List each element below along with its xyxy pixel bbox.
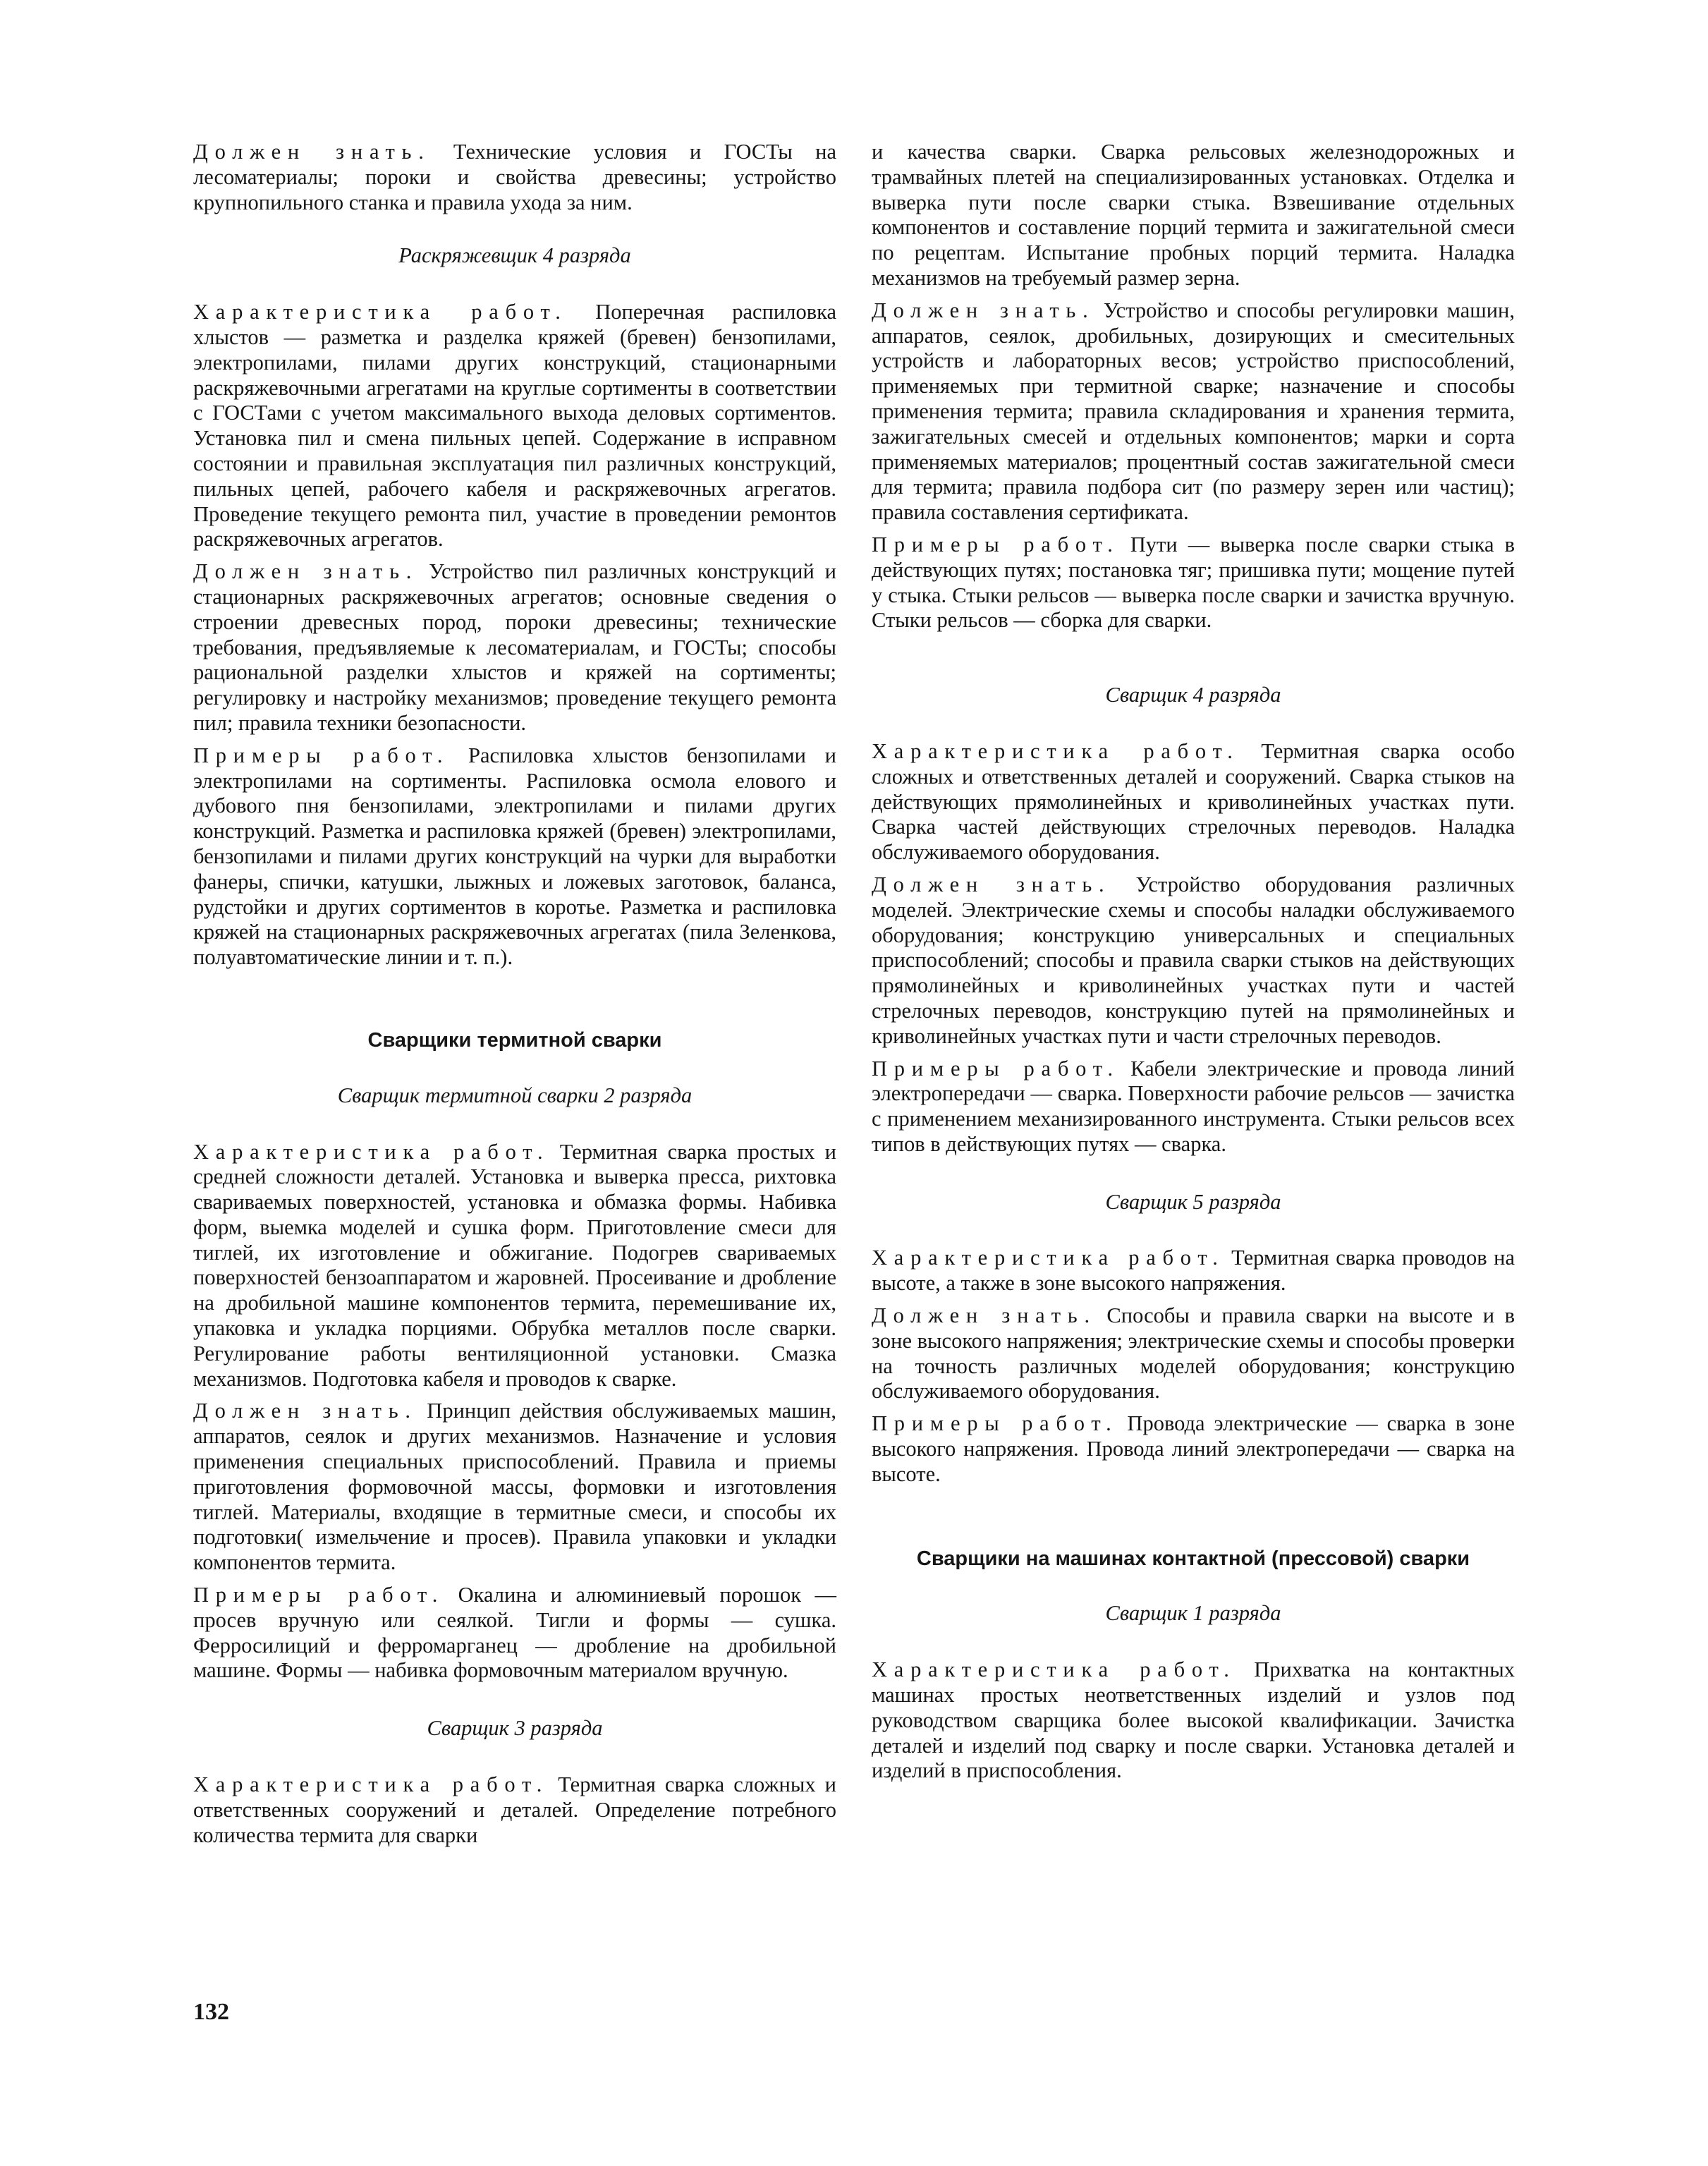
rank-subheading: Сварщик 3 разряда	[427, 1716, 603, 1741]
rank-subheading: Сварщик 4 разряда	[1105, 683, 1281, 707]
paragraph-lead: Примеры работ.	[872, 1411, 1118, 1436]
paragraph-lead: Характеристика работ.	[872, 1657, 1236, 1682]
paragraph-lead: Примеры работ.	[193, 1583, 445, 1607]
paragraph-text: Термитная сварка проводов на высоте, а также в зоне высокого напряжения.	[872, 1246, 1515, 1296]
paragraph-text: Термитная сварка простых и средней сложности деталей. Установка и выверка пресса, рихтовка свариваемых поверхностей, установка и обмазка формы. Набивка форм, выемка моделей и сушка форм. Приготовление смеси для тиглей, их изготовление и обжигание. Подогрев свариваемых поверхностей бензоаппаратом и жаровней. Просеивание и дробление на дробильной машине компонентов термита, перемешивание их, упаковка и укладка порциями. Обрубка металлов после сварки. Регулирование работы вентиляционной установки. Смазка механизмов. Подготовка кабеля и проводов к сварке.	[193, 1139, 836, 1391]
paragraph-text: Устройство оборудования различных моделей. Электрические схемы и способы наладки обслуживаемого оборудования; конструкцию универсальных и специальных приспособлений; способы и правила сварки стыков на действующих прямолинейных и криволинейных участках пути и частей стрелочных переводов, конструкцию путей на прямолинейных и криволинейных участках пути и части стрелочных переводов.	[872, 872, 1515, 1048]
paragraph-lead: Примеры работ.	[193, 743, 450, 767]
paragraph	[872, 872, 1515, 1049]
paragraph	[872, 1057, 1515, 1157]
right-column	[872, 140, 1515, 1784]
paragraph-text: Кабели электрические и провода линий электропередачи — сварка. Поверхности рабочие рельсов — зачистка с применением механизированного инструмента. Стыки рельсов всех типов в действующих путях — сварка.	[872, 1056, 1515, 1156]
paragraph-lead: Характеристика работ.	[872, 1246, 1225, 1270]
paragraph-lead: Должен знать.	[193, 1399, 417, 1423]
paragraph	[193, 300, 836, 552]
paragraph	[872, 1411, 1515, 1487]
paragraph-lead: Характеристика работ.	[193, 1772, 549, 1797]
rank-subheading: Сварщик 5 разряда	[1105, 1189, 1281, 1214]
paragraph-text: Поперечная распиловка хлыстов — разметка и разделка кряжей (бревен) бензопилами, электропилами, пилами других конструкций, стационарными раскряжевочными агрегатами на круглые сортименты в соответствии с ГОСТами с учетом максимального выхода деловых сортиментов. Установка пил и смена пильных цепей. Содержание в исправном состоянии и правильная эксплуатация пил различных конструкций, пильных цепей, рабочего кабеля и раскряжевочных агрегатов. Проведение текущего ремонта пил, участие в проведении ремонтов раскряжевочных агрегатов.	[193, 300, 836, 552]
paragraph	[193, 1583, 836, 1684]
section-heading: Сварщики термитной сварки	[367, 1028, 662, 1052]
paragraph-text: Прихватка на контактных машинах простых неответственных изделий и узлов под руководством сварщика более высокой квалификации. Зачистка деталей и изделий под сварку и после сварки. Установка деталей и изделий в приспособления.	[872, 1657, 1515, 1783]
paragraph-text: Пути — выверка после сварки стыка в действующих путях; постановка тяг; пришивка пути; мощение путей у стыка. Стыки рельсов — выверка после сварки и зачистка вручную. Стыки рельсов — сборка для сварки.	[872, 532, 1515, 633]
rank-subheading: Сварщик термитной сварки 2 разряда	[337, 1083, 693, 1107]
paragraph-text: Устройство пил различных конструкций и стационарных раскряжевочных агрегатов; основные сведения о строении древесных пород, пороки древесины; технические требования, предъявляемые к лесоматериалам, и ГОСТы; способы рациональной разделки хлыстов и кряжей на сортименты; регулировку и настройку механизмов; проведение текущего ремонта пил; правила техники безопасности.	[193, 559, 837, 735]
paragraph-text: Технические условия и ГОСТы на лесоматериалы; пороки и свойства древесины; устройство крупнопильного станка и правила ухода за ним.	[193, 140, 836, 214]
rank-subheading: Сварщик 1 разряда	[1105, 1601, 1281, 1626]
paragraph-text: Провода электрические — сварка в зоне высокого напряжения. Провода линий электропередачи — сварка на высоте.	[872, 1411, 1515, 1486]
paragraph-lead: Должен знать.	[193, 559, 419, 584]
paragraph	[872, 533, 1515, 633]
left-column	[193, 140, 836, 1848]
paragraph	[193, 1140, 836, 1392]
paragraph-text: Термитная сварка особо сложных и ответственных деталей и сооружений. Сварка стыков на действующих прямолинейных и криволинейных участках пути. Сварка частей действующих стрелочных переводов. Наладка обслуживаемого оборудования.	[872, 738, 1515, 865]
section-heading: Сварщики на машинах контактной (прессовой) сварки	[916, 1547, 1470, 1570]
paragraph	[872, 140, 1515, 291]
paragraph-lead: Должен знать.	[872, 872, 1111, 896]
paragraph-lead: Примеры работ.	[872, 532, 1120, 556]
rank-subheading: Раскряжевщик 4 разряда	[398, 243, 631, 268]
paragraph	[872, 1657, 1515, 1784]
paragraph	[193, 559, 836, 736]
paragraph-lead: Примеры работ.	[872, 1056, 1120, 1081]
paragraph-lead: Должен знать.	[872, 298, 1095, 322]
paragraph	[193, 140, 836, 215]
paragraph-text: Устройство и способы регулировки машин, аппаратов, сеялок, дробильных, дозирующих и смесительных устройств и лабораторных весов; устройство приспособлений, применяемых при термитной сварке; назначение и способы применения термита; правила складирования и хранения термита, зажигательных смесей и отдельных компонентов; марки и сорта применяемых материалов; процентный состав зажигательной смеси для термита; правила подбора сит (по размеру зерен или частиц); правила составления сертификата.	[872, 298, 1515, 525]
page-number: 132	[193, 1999, 229, 2025]
paragraph-text: Распиловка хлыстов бензопилами и электропилами на сортименты. Распиловка осмола елового и дубового пня бензопилами, электропилами и пилами других конструкций. Разметка и распиловка кряжей (бревен) электропилами, бензопилами и пилами других конструкций на чурки для выработки фанеры, спички, катушки, лыжных и ложевых заготовок, баланса, рудстойки и других сортиментов в коротье. Разметка и распиловка кряжей на стационарных раскряжевочных агрегатах (пила Зеленкова, полуавтоматические линии и т. п.).	[193, 743, 836, 970]
paragraph	[193, 743, 836, 971]
paragraph-lead: Характеристика работ.	[193, 300, 568, 324]
paragraph-text: Термитная сварка сложных и ответственных сооружений и деталей. Определение потребного количества термита для сварки	[193, 1772, 837, 1847]
paragraph	[193, 1399, 836, 1576]
paragraph-lead: Характеристика работ.	[193, 1139, 550, 1164]
paragraph-text: Способы и правила сварки на высоте и в зоне высокого напряжения; электрические схемы и способы проверки на точность различных моделей оборудования; конструкцию обслуживаемого оборудования.	[872, 1303, 1515, 1404]
paragraph	[872, 1246, 1515, 1296]
paragraph-text: Окалина и алюминиевый порошок — просев вручную или сеялкой. Тигли и формы — сушка. Ферросилиций и ферромарганец — дробление на дробильной машине. Формы — набивка формовочным материалом вручную.	[193, 1583, 837, 1683]
paragraph-lead: Должен знать.	[193, 140, 431, 164]
paragraph	[872, 298, 1515, 525]
paragraph-lead: Должен знать.	[872, 1303, 1097, 1328]
paragraph-text: Принцип действия обслуживаемых машин, аппаратов, сеялок и других механизмов. Назначение и условия применения специальных приспособлений. Правила и приемы приготовления формовочной массы, формовки и изготовления тиглей. Материалы, входящие в термитные смеси, и способы их подготовки( измельчение и просев). Правила упаковки и укладки компонентов термита.	[193, 1399, 836, 1575]
paragraph	[872, 739, 1515, 865]
paragraph-text: и качества сварки. Сварка рельсовых железнодорожных и трамвайных плетей на специализированных установках. Отделка и выверка пути после сварки стыка. Взвешивание отдельных компонентов и составление порций термита и зажигательной смеси по рецептам. Испытание пробных порций термита. Наладка механизмов на требуемый размер зерна.	[872, 140, 1515, 290]
paragraph	[193, 1772, 836, 1848]
paragraph	[872, 1303, 1515, 1404]
paragraph-lead: Характеристика работ.	[872, 738, 1240, 763]
